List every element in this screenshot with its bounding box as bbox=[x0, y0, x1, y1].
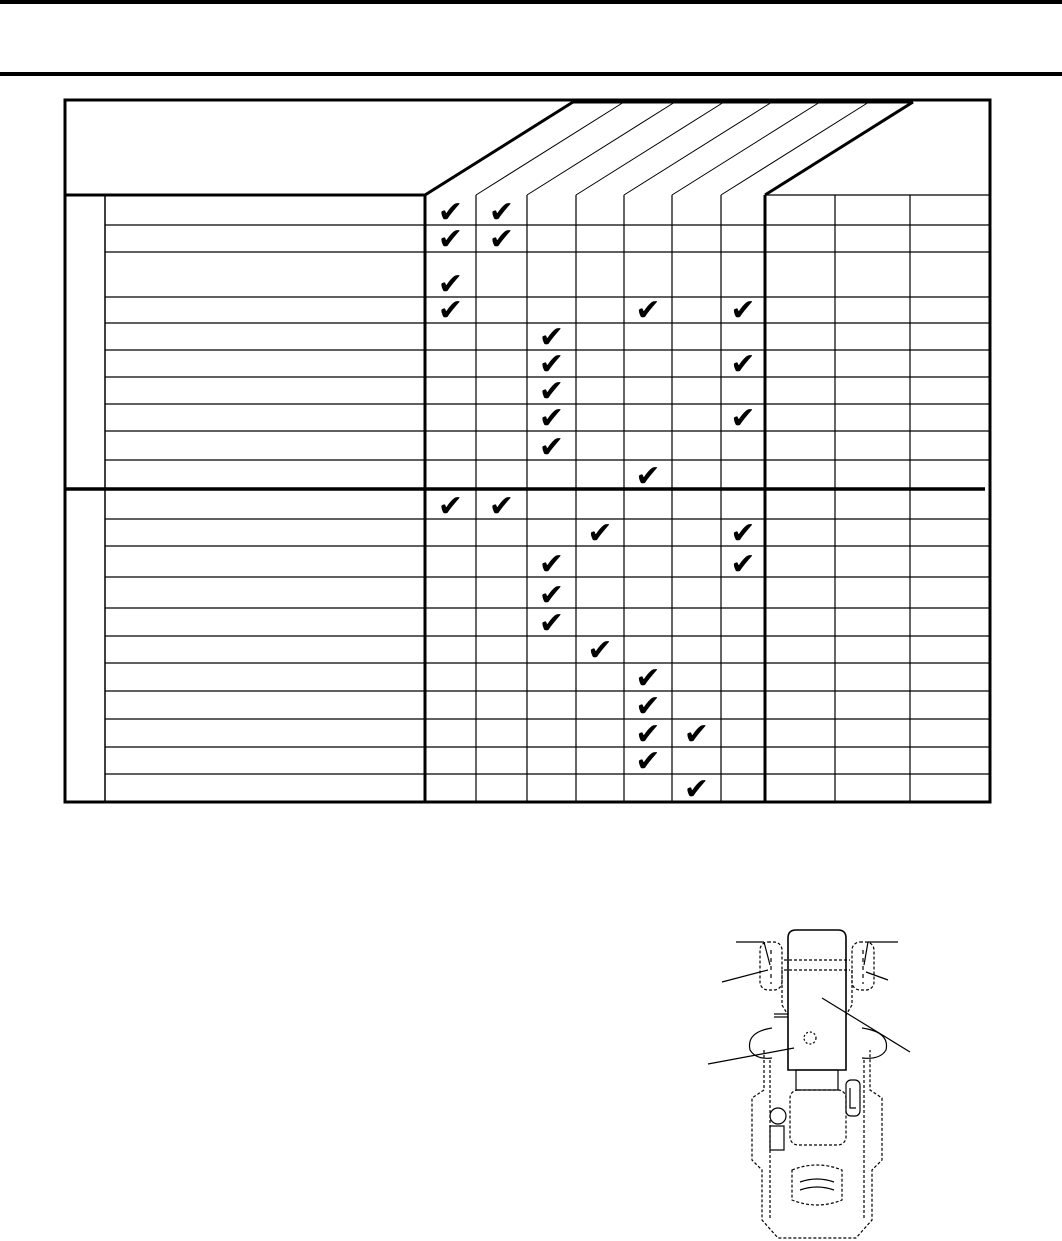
check-mark-icon: ✔ bbox=[587, 516, 613, 551]
check-mark-icon: ✔ bbox=[683, 772, 710, 807]
check-mark-icon: ✔ bbox=[488, 195, 515, 230]
check-mark-icon: ✔ bbox=[635, 661, 661, 696]
check-mark-icon: ✔ bbox=[538, 606, 565, 641]
check-mark-icon: ✔ bbox=[635, 744, 661, 779]
check-mark-icon: ✔ bbox=[730, 401, 756, 436]
check-mark-icon: ✔ bbox=[730, 293, 756, 328]
check-mark-icon: ✔ bbox=[730, 547, 756, 582]
check-mark-icon: ✔ bbox=[437, 222, 464, 257]
check-mark-icon: ✔ bbox=[683, 717, 710, 752]
check-mark-icon: ✔ bbox=[635, 293, 661, 328]
check-mark-icon: ✔ bbox=[730, 347, 756, 382]
check-mark-icon: ✔ bbox=[538, 430, 565, 465]
check-mark-icon: ✔ bbox=[538, 374, 565, 409]
check-mark-icon: ✔ bbox=[635, 459, 661, 494]
lawn-tractor-top-view-icon bbox=[700, 920, 940, 1240]
header-slant bbox=[765, 102, 913, 195]
check-mark-icon: ✔ bbox=[538, 578, 565, 613]
header-slant bbox=[672, 102, 820, 195]
check-mark-icon: ✔ bbox=[538, 320, 565, 355]
check-mark-icon: ✔ bbox=[437, 489, 464, 524]
header-slant bbox=[576, 102, 724, 195]
check-mark-icon: ✔ bbox=[587, 633, 613, 668]
check-mark-icon: ✔ bbox=[437, 267, 464, 302]
check-mark-icon: ✔ bbox=[488, 489, 515, 524]
check-mark-icon: ✔ bbox=[538, 401, 565, 436]
check-mark-icon: ✔ bbox=[635, 689, 661, 724]
check-mark-icon: ✔ bbox=[538, 547, 565, 582]
check-mark-icon: ✔ bbox=[635, 717, 661, 752]
check-mark-icon: ✔ bbox=[538, 347, 565, 382]
check-mark-icon: ✔ bbox=[730, 516, 756, 551]
check-mark-icon: ✔ bbox=[437, 195, 464, 230]
header-slant bbox=[624, 102, 772, 195]
check-mark-icon: ✔ bbox=[437, 293, 464, 328]
header-slant bbox=[721, 102, 869, 195]
check-mark-icon: ✔ bbox=[488, 222, 515, 257]
